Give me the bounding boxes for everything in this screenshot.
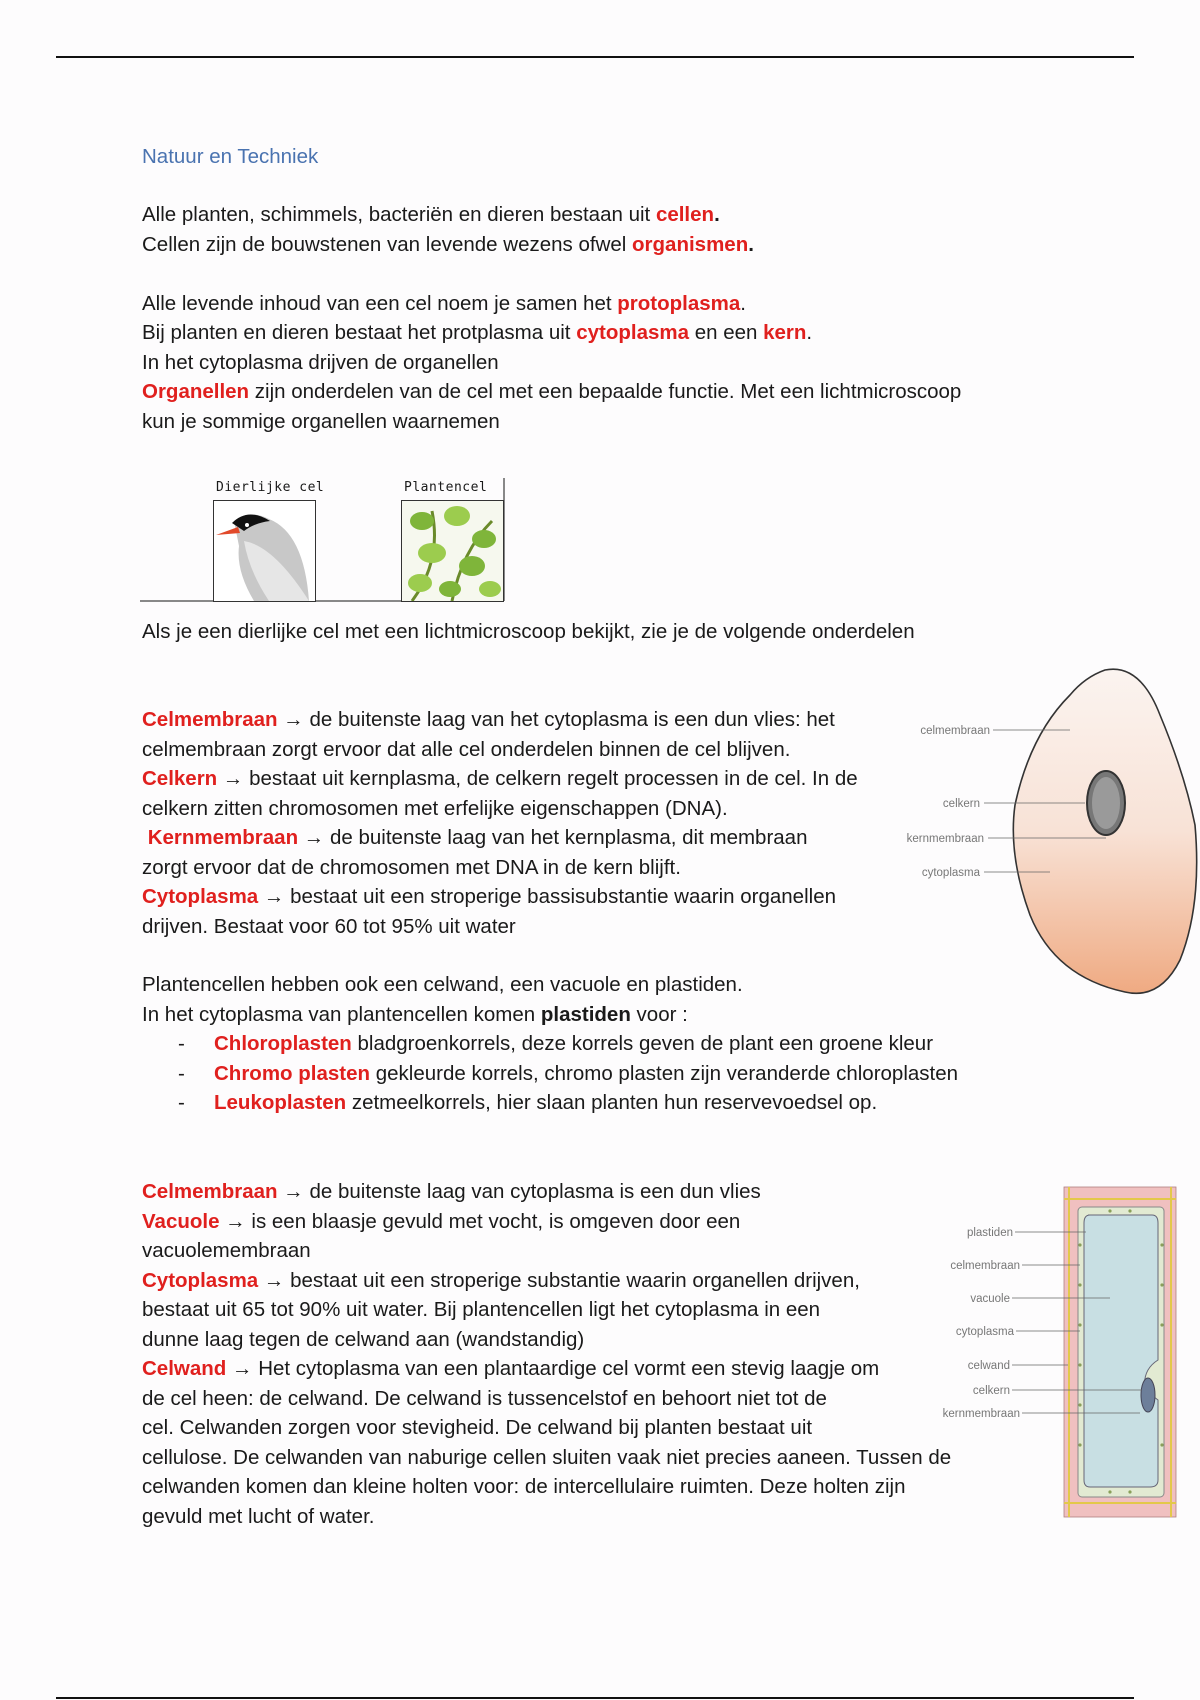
animal-intro: Als je een dierlijke cel met een lichtmicroscoop bekijkt, zie je de volgende onderdelen [142,620,915,643]
plastid-list [142,1029,958,1118]
list-item: - Chloroplasten bladgroenkorrels, deze korrels geven de plant een groene kleur [142,1029,958,1059]
plant-nucleus [1141,1378,1155,1412]
list-item: - Chromo plasten gekleurde korrels, chromo plasten zijn veranderde chloroplasten [142,1059,958,1089]
plant-intro: Plantencellen hebben ook een celwand, een vacuole en plastiden. In het cytoplasma van plantencellen komen plastiden voor : - Chloroplasten bladgroenkorrels, deze korrels geven de plant een groene kleur - Chromo plasten gekleurde korrels, chromo plasten zijn veranderde chloroplasten - Leukoplasten zetmeelkorrels, hier slaan planten hun reservevoedsel op. [142,970,958,1118]
label-plastiden: plastiden [966,1227,1013,1239]
label-celkern-plant: celkern [972,1385,1010,1397]
plant-cell-caption: Plantencel [404,480,488,495]
label-celmembraan-plant: celmembraan [950,1260,1020,1272]
label-vacuole: vacuole [970,1293,1010,1305]
top-rule [56,56,1134,58]
label-celkern: celkern [942,798,980,810]
page-title: Natuur en Techniek [142,145,319,168]
label-kernmembraan: kernmembraan [906,833,984,845]
intro-paragraph: Alle planten, schimmels, bacteriën en dieren bestaan uit cellen. Cellen zijn de bouwstenen van levende wezens ofwel organismen. Alle levende inhoud van een cel noem je samen het protoplasma. Bij planten en dieren bestaat het protplasma uit cytoplasma en een kern. In het cytoplasma drijven de organellen Organellen zijn onderdelen van de cel met een bepaalde functie. Met een lichtmicroscoop kun je sommige organellen waarnemen [142,203,962,433]
bird-image [213,500,316,602]
label-kernmembraan-plant: kernmembraan [942,1408,1020,1420]
label-celwand: celwand [967,1360,1010,1372]
bottom-rule [56,1697,1134,1699]
label-cytoplasma: cytoplasma [921,867,980,879]
animal-cell-caption: Dierlijke cel [216,480,325,495]
plant-image [401,500,504,602]
animal-cell-diagram [880,665,1200,1000]
list-item: - Leukoplasten zetmeelkorrels, hier slaan planten hun reservevoedsel op. [142,1088,958,1118]
label-cytoplasma-plant: cytoplasma [955,1326,1014,1338]
plant-cell-parts: Celmembraan → de buitenste laag van cytoplasma is een dun vlies Vacuole → is een blaasje gevuld met vocht, is omgeven door een vacuolemembraan Cytoplasma → bestaat uit een stroperige substantie waarin organellen drijven, bestaat uit 65 tot 90% uit water. Bij plantencellen ligt het cytoplasma in een dunne laag tegen de celwand aan (wandstandig) Celwand → Het cytoplasma van een plantaardige cel vormt een stevig laagje om de cel heen: de celwand. De celwand is tussencelstof en behoort niet tot de cel. Celwanden zorgen voor stevigheid. De celwand bij planten bestaat uit cellulose. De celwanden van naburige cellen sluiten vaak niet precies aaneen. Tussen de celwanden komen dan kleine holten voor: de intercellulaire ruimten. Deze holten zijn gevuld met lucht of water. [142,1180,952,1528]
plant-cell-diagram [940,1185,1180,1520]
label-celmembraan: celmembraan [920,725,990,737]
animal-cell-parts: Celmembraan → de buitenste laag van het cytoplasma is een dun vlies: het celmembraan zorgt ervoor dat alle cel onderdelen binnen de cel blijven. Celkern → bestaat uit kernplasma, de celkern regelt processen in de cel. In de celkern zitten chromosomen met erfelijke eigenschappen (DNA). Kernmembraan → de buitenste laag van het kernplasma, dit membraan zorgt ervoor dat de chromosomen met DNA in de kern blijft. Cytoplasma → bestaat uit een stroperige bassisubstantie waarin organellen drijven. Bestaat voor 60 tot 95% uit water [142,708,858,938]
